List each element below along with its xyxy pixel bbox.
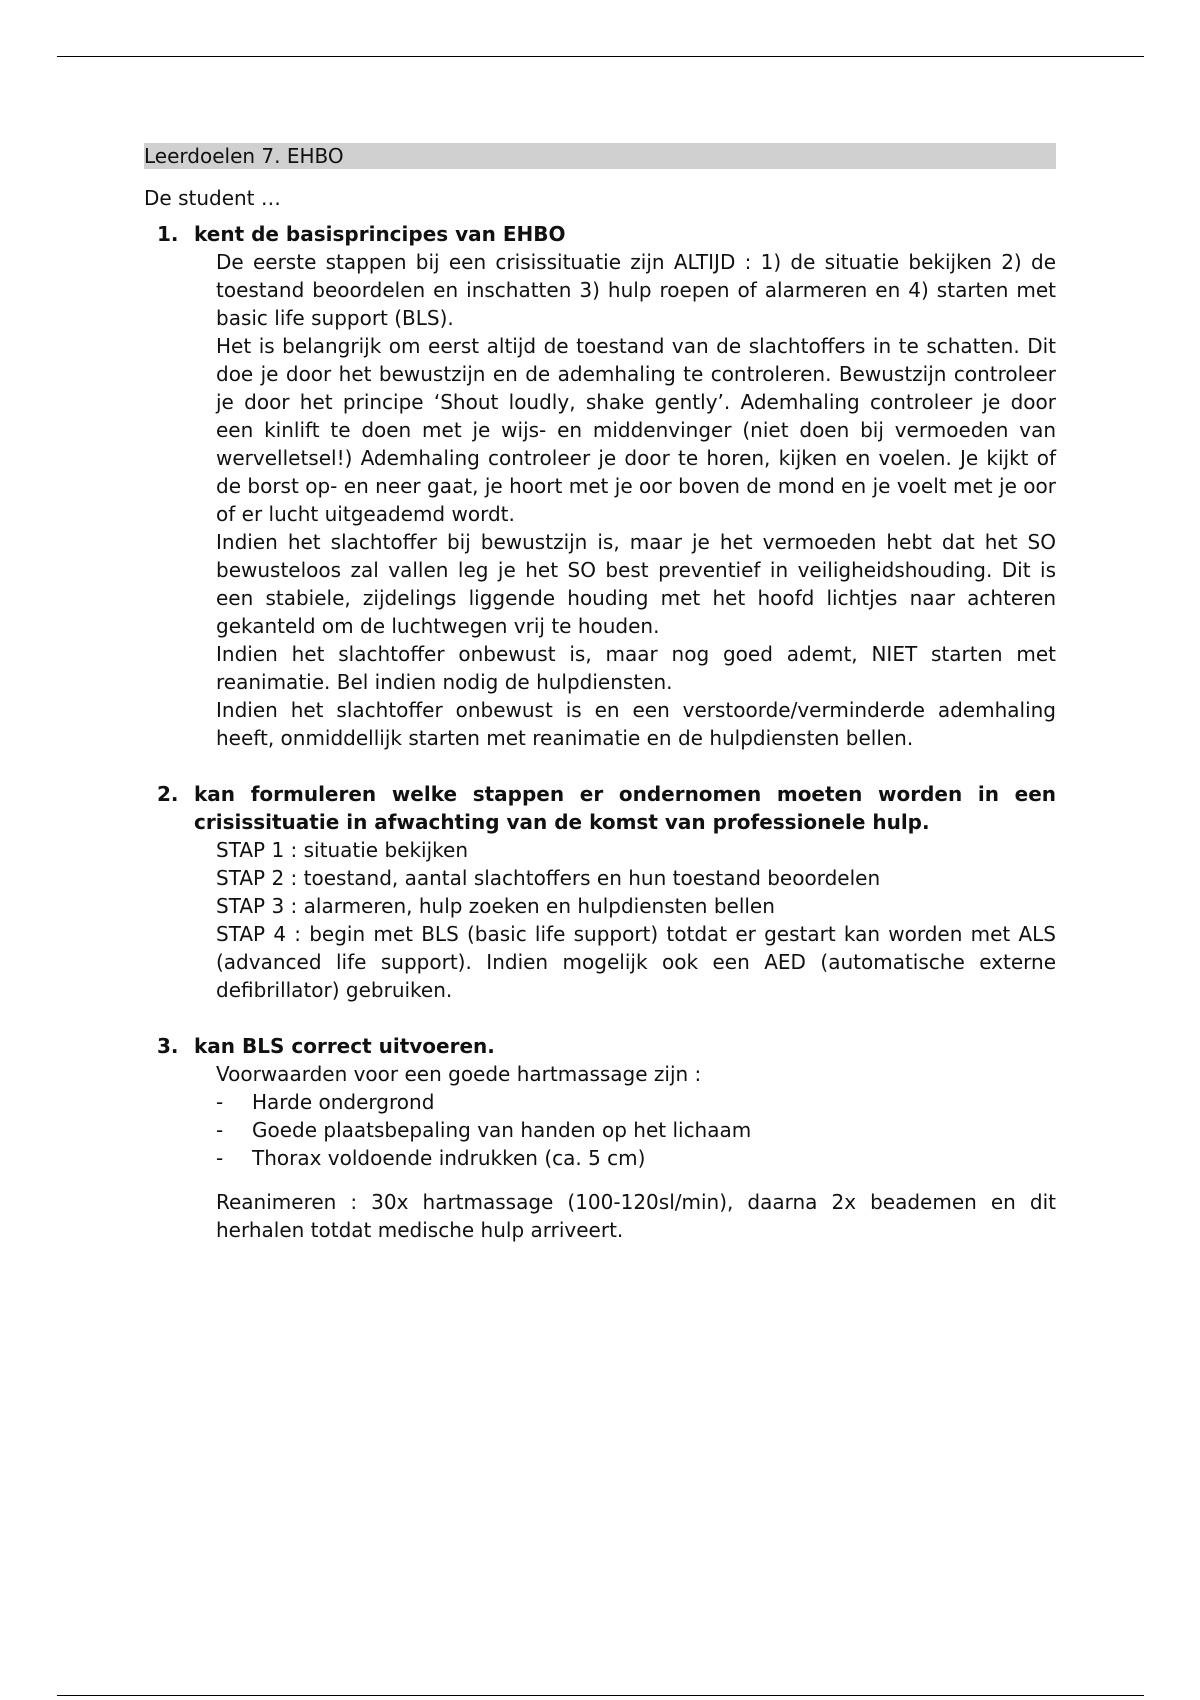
list-item <box>216 1116 1056 1144</box>
paragraph: Indien het slachtoffer bij bewustzijn is, maar je het vermoeden hebt dat het SO bewusteloos zal vallen leg je het SO best preventief in veiligheidshouding. Dit is een stabiele, zijdelings liggende houding met het hoofd lichtjes naar achteren gekanteld om de luchtwegen vrij te houden. <box>216 530 1056 638</box>
objective-heading: kent de basisprincipes van EHBO <box>194 222 566 246</box>
objective-number: 3. <box>157 1034 179 1058</box>
paragraph: De eerste stappen bij een crisissituatie zijn ALTIJD : 1) de situatie bekijken 2) de toestand beoordelen en inschatten 3) hulp roepen of alarmeren en 4) starten met basic life support (BLS). <box>216 250 1056 330</box>
objective-body <box>216 836 1056 1004</box>
objective-heading: kan formuleren welke stappen er ondernomen moeten worden in een crisissituatie in afwachting van de komst van professionele hulp. <box>194 782 1056 834</box>
document-body <box>144 143 1056 1244</box>
page-title: Leerdoelen 7. EHBO <box>144 143 1056 169</box>
dash-bullet: - <box>216 1090 224 1114</box>
objective-body <box>216 248 1056 752</box>
dash-bullet: - <box>216 1146 224 1170</box>
header-rule <box>57 56 1144 57</box>
paragraph: Indien het slachtoffer onbewust is en een verstoorde/verminderde ademhaling heeft, onmiddellijk starten met reanimatie en de hulpdiensten bellen. <box>216 698 1056 750</box>
objective-3 <box>144 1032 1056 1244</box>
learning-objectives-list <box>144 220 1056 1244</box>
objective-2 <box>144 780 1056 1004</box>
paragraph: Indien het slachtoffer onbewust is, maar nog goed ademt, NIET starten met reanimatie. Bel indien nodig de hulpdiensten. <box>216 642 1056 694</box>
intro-text: De student … <box>144 186 281 210</box>
step-line: STAP 4 : begin met BLS (basic life support) totdat er gestart kan worden met ALS (advanced life support). Indien mogelijk ook een AED (automatische externe defibrillator) gebruiken. <box>216 922 1056 1002</box>
footer-rule <box>57 1695 1144 1696</box>
list-item <box>216 1088 1056 1116</box>
objective-number: 1. <box>157 222 179 246</box>
objective-body <box>216 1060 1056 1244</box>
step-line: STAP 1 : situatie bekijken <box>216 838 468 862</box>
closing-text: Reanimeren : 30x hartmassage (100-120sl/min), daarna 2x beademen en dit herhalen totdat medische hulp arriveert. <box>216 1190 1056 1242</box>
list-item-text: Thorax voldoende indrukken (ca. 5 cm) <box>252 1146 646 1170</box>
step-line: STAP 2 : toestand, aantal slachtoffers en hun toestand beoordelen <box>216 866 881 890</box>
list-item-text: Goede plaatsbepaling van handen op het lichaam <box>252 1118 752 1142</box>
list-item <box>216 1144 1056 1172</box>
dash-bullet: - <box>216 1118 224 1142</box>
objective-1 <box>144 220 1056 752</box>
step-line: STAP 3 : alarmeren, hulp zoeken en hulpdiensten bellen <box>216 894 775 918</box>
lead-text: Voorwaarden voor een goede hartmassage zijn : <box>216 1062 702 1086</box>
objective-heading: kan BLS correct uitvoeren. <box>194 1034 495 1058</box>
conditions-list <box>216 1088 1056 1172</box>
list-item-text: Harde ondergrond <box>252 1090 435 1114</box>
paragraph: Het is belangrijk om eerst altijd de toestand van de slachtoffers in te schatten. Dit doe je door het bewustzijn en de ademhaling te controleren. Bewustzijn controleer je door het principe ‘Shout loudly, shake gently’. Ademhaling controleer je door een kinlift te doen met je wijs- en middenvinger (niet doen bij vermoeden van wervelletsel!) Ademhaling controleer je door te horen, kijken en voelen. Je kijkt of de borst op- en neer gaat, je hoort met je oor boven de mond en je voelt met je oor of er lucht uitgeademd wordt. <box>216 334 1056 526</box>
objective-number: 2. <box>157 782 179 806</box>
